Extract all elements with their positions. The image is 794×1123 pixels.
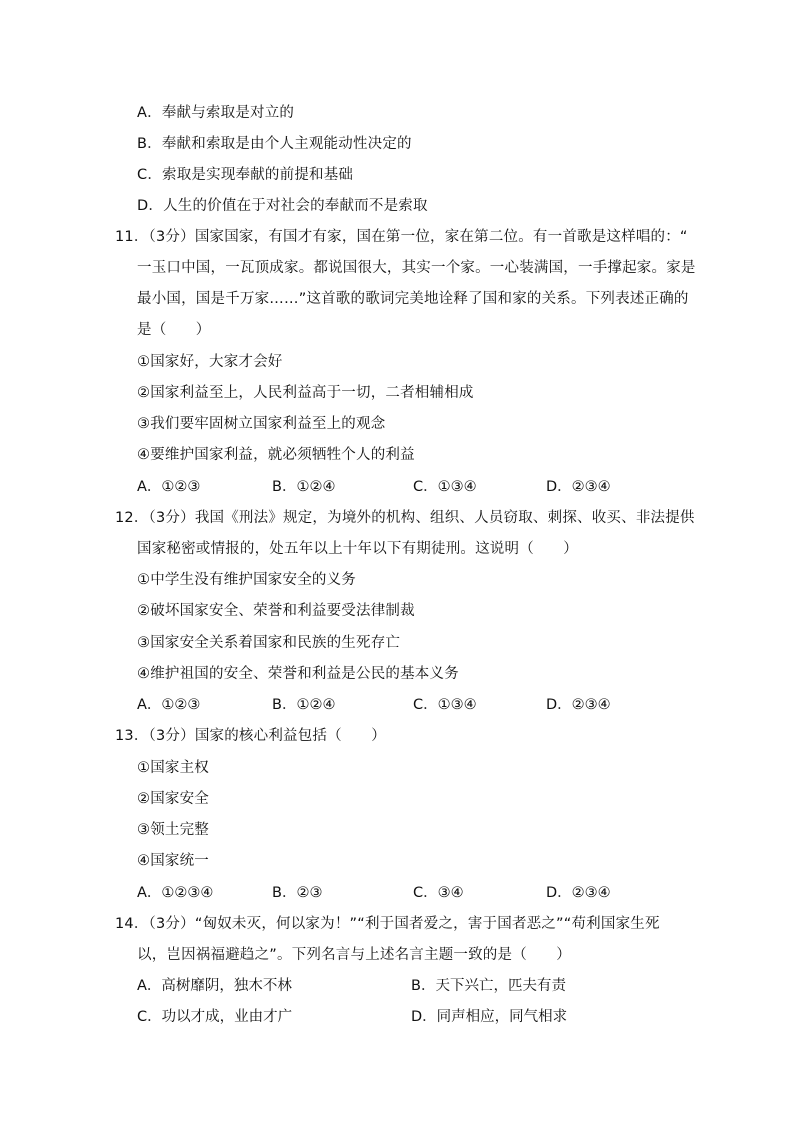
q14-option-b: B．天下兴亡，匹夫有责	[411, 978, 566, 994]
q11-item: ③我们要牢固树立国家利益至上的观念	[137, 416, 386, 432]
q12-option-c: C．①③④	[413, 697, 477, 713]
q12-stem-line: 国家秘密或情报的，处五年以上十年以下有期徒刑。这说明（ ）	[137, 541, 578, 557]
q13-option-a: A．①②③④	[137, 885, 214, 901]
q11-stem-line: 一玉口中国，一瓦顶成家。都说国很大，其实一个家。一心装满国，一手撑起家。家是	[137, 260, 696, 276]
q13-item: ②国家安全	[137, 791, 209, 807]
q12-option-b: B．①②④	[272, 697, 336, 713]
q13-option-c: C．③④	[413, 885, 464, 901]
q10-option-a: A．奉献与索取是对立的	[137, 105, 295, 121]
q12-item: ②破坏国家安全、荣誉和利益要受法律制裁	[137, 603, 415, 619]
q13-option-b: B．②③	[272, 885, 323, 901]
q11-item: ①国家好，大家才会好	[137, 354, 283, 370]
q12-item: ①中学生没有维护国家安全的义务	[137, 572, 356, 588]
q10-option-c: C．索取是实现奉献的前提和基础	[137, 167, 354, 183]
q11-stem-line: 最小国，国是千万家……”这首歌的歌词完美地诠释了国和家的关系。下列表述正确的	[137, 291, 689, 307]
q11-item: ④要维护国家利益，就必须牺牲个人的利益	[137, 447, 415, 463]
q11-option-c: C．①③④	[413, 479, 477, 495]
q14-stem-line: 14．（3分）“匈奴未灭，何以家为！”“利于国者爱之，害于国者恶之”“苟利国家生死	[115, 916, 660, 932]
q12-item: ③国家安全关系着国家和民族的生死存亡	[137, 635, 401, 651]
q13-item: ④国家统一	[137, 853, 209, 869]
q14-option-a: A．高树靡阴，独木不林	[137, 978, 292, 994]
q12-item: ④维护祖国的安全、荣誉和利益是公民的基本义务	[137, 666, 459, 682]
q12-option-a: A．①②③	[137, 697, 201, 713]
q14-option-d: D．同声相应，同气相求	[411, 1009, 568, 1025]
q10-option-d: D．人生的价值在于对社会的奉献而不是索取	[137, 198, 428, 214]
q10-option-b: B．奉献和索取是由个人主观能动性决定的	[137, 136, 412, 152]
q12-stem-line: 12．（3分）我国《刑法》规定，为境外的机构、组织、人员窃取、刺探、收买、非法提供	[115, 510, 695, 526]
q11-stem-line: 是（ ）	[137, 322, 211, 338]
q11-option-a: A．①②③	[137, 479, 201, 495]
q13-stem-line: 13．（3分）国家的核心利益包括（ ）	[115, 728, 386, 744]
q14-option-c: C．功以才成，业由才广	[137, 1009, 293, 1025]
q13-item: ①国家主权	[137, 760, 209, 776]
q11-item: ②国家利益至上，人民利益高于一切，二者相辅相成	[137, 385, 474, 401]
q13-item: ③领土完整	[137, 822, 209, 838]
q11-option-d: D．②③④	[546, 479, 611, 495]
q12-option-d: D．②③④	[546, 697, 611, 713]
q11-stem-line: 11．（3分）国家国家，有国才有家，国在第一位，家在第二位。有一首歌是这样唱的：“	[115, 229, 688, 245]
q13-option-d: D．②③④	[546, 885, 611, 901]
q14-stem-line: 以，岂因祸福避趋之”。下列名言与上述名言主题一致的是（ ）	[137, 947, 572, 963]
q11-option-b: B．①②④	[272, 479, 336, 495]
